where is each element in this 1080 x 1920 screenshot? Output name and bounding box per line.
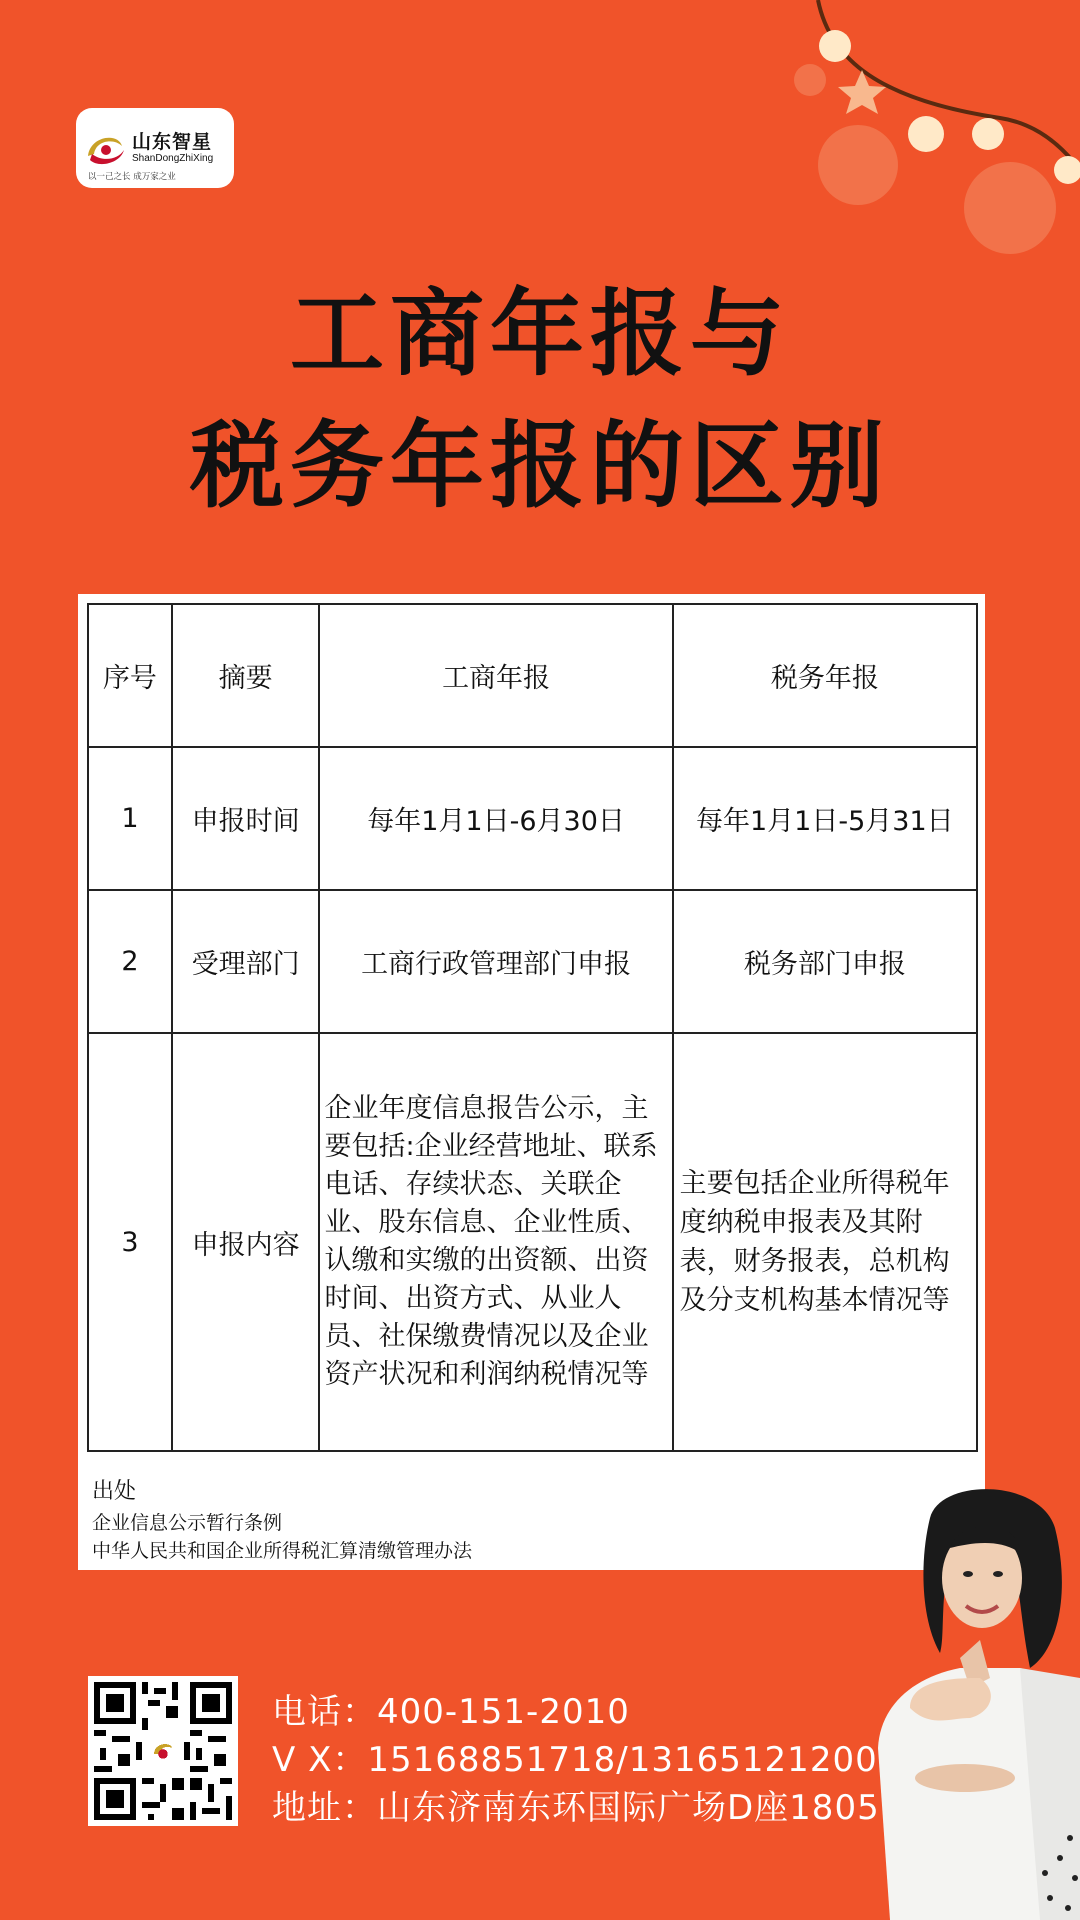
table-row	[88, 1033, 977, 1451]
comparison-card	[78, 594, 985, 1570]
row-item: 受理部门	[172, 890, 320, 1033]
qr-code	[88, 1676, 238, 1826]
row-item: 申报时间	[172, 747, 320, 890]
consultant-photo	[870, 1478, 1080, 1920]
header-cell: 摘要	[172, 604, 320, 747]
comparison-table	[87, 603, 978, 1452]
row-tax: 主要包括企业所得税年度纳税申报表及其附表，财务报表，总机构及分支机构基本情况等	[673, 1033, 977, 1451]
header-cell: 税务年报	[673, 604, 977, 747]
source-section	[92, 1474, 472, 1565]
row-number: 1	[88, 747, 172, 890]
row-business: 工商行政管理部门申报	[319, 890, 672, 1033]
brand-mark-icon	[84, 126, 128, 170]
table-row	[88, 890, 977, 1033]
header-cell: 序号	[88, 604, 172, 747]
source-title: 出处	[92, 1479, 137, 1504]
row-item: 申报内容	[172, 1033, 320, 1451]
row-business: 每年1月1日-6月30日	[319, 747, 672, 890]
table-row	[88, 747, 977, 890]
row-number: 2	[88, 890, 172, 1033]
brand-slogan: 以一己之长 成万家之业	[88, 172, 176, 182]
brand-logo	[76, 108, 234, 188]
row-tax: 税务部门申报	[673, 890, 977, 1033]
contact-address: 地址：山东济南东环国际广场D座1805	[272, 1788, 880, 1828]
contact-phone: 电话：400-151-2010	[272, 1692, 630, 1732]
brand-name-en: ShanDongZhiXing	[132, 152, 214, 164]
page-title-line1: 工商年报与	[289, 280, 790, 389]
row-tax: 每年1月1日-5月31日	[673, 747, 977, 890]
table-header-row	[88, 604, 977, 747]
source-item: 企业信息公示暂行条例	[92, 1512, 283, 1534]
header-cell: 工商年报	[319, 604, 672, 747]
row-business: 企业年度信息报告公示，主要包括:企业经营地址、联系电话、存续状态、关联企业、股东信息、企业性质、认缴和实缴的出资额、出资时间、出资方式、从业人员、社保缴费情况以及企业资产状况和利润纳税情况等	[319, 1033, 672, 1451]
brand-name-cn: 山东智星	[132, 131, 213, 154]
page-title-line2: 税务年报的区别	[189, 412, 890, 521]
contact-vx: V X：15168851718/13165121200	[272, 1740, 878, 1780]
row-number: 3	[88, 1033, 172, 1451]
source-item: 中华人民共和国企业所得税汇算清缴管理办法	[92, 1540, 473, 1562]
